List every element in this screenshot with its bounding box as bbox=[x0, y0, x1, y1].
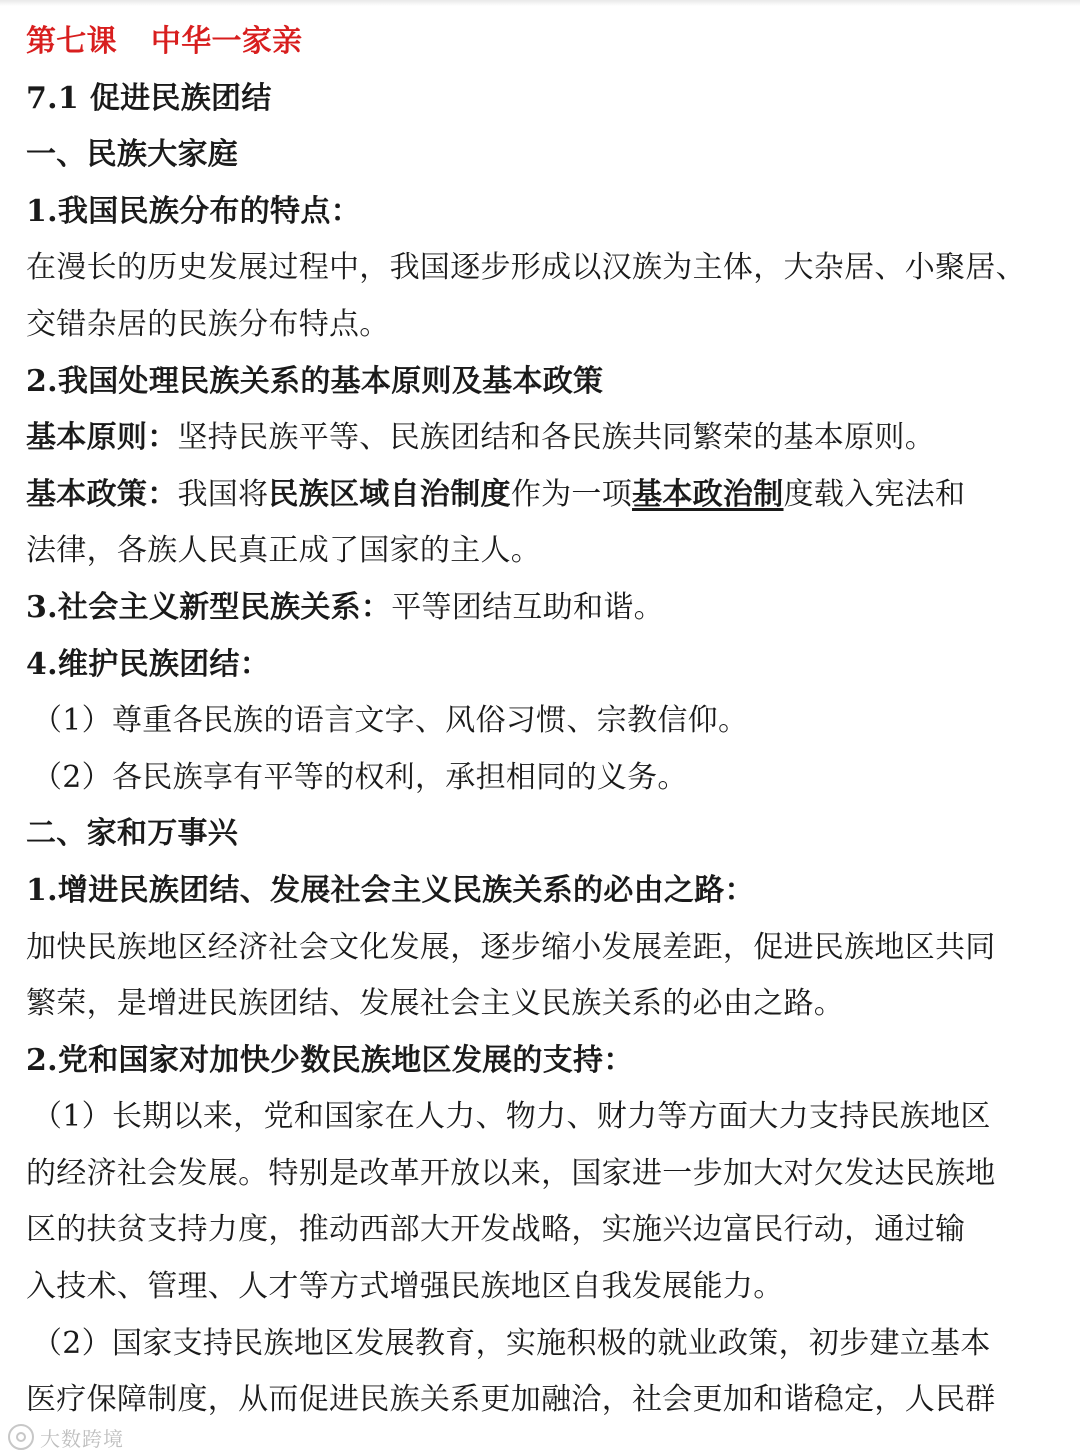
section-heading-7-1: 7.1 促进民族团结 bbox=[26, 80, 272, 116]
policy-line-2: 法律，各族人民真正成了国家的主人。 bbox=[26, 533, 542, 569]
p2-item2-sub1-line: 的经济社会发展。特别是改革开放以来，国家进一步加大对欠发达民族地 bbox=[26, 1155, 996, 1191]
item4-heading: 4.维护民族团结： bbox=[26, 646, 271, 682]
policy-label: 基本政策： bbox=[26, 476, 178, 512]
item3-label: 3.社会主义新型民族关系： bbox=[26, 589, 392, 625]
p2-item2-heading: 2.党和国家对加快少数民族地区发展的支持： bbox=[26, 1042, 634, 1078]
item4-sub1: （1）尊重各民族的语言文字、风俗习惯、宗教信仰。 bbox=[32, 703, 749, 739]
watermark-logo-icon bbox=[8, 1424, 34, 1450]
policy-text-post: 度载入宪法和 bbox=[783, 476, 966, 512]
policy-text-pre: 我国将 bbox=[177, 476, 269, 512]
item1-body-line: 交错杂居的民族分布特点。 bbox=[26, 306, 390, 342]
item1-body-line: 在漫长的历史发展过程中，我国逐步形成以汉族为主体，大杂居、小聚居、 bbox=[26, 250, 1026, 286]
lesson-title bbox=[26, 14, 1062, 71]
top-edge bbox=[0, 0, 1080, 6]
policy-text-mid: 作为一项 bbox=[510, 476, 633, 512]
watermark bbox=[8, 1422, 124, 1452]
principle-label: 基本原则： bbox=[26, 420, 178, 456]
p2-item2-sub2-line: 医疗保障制度，从而促进民族关系更加融洽，社会更加和谐稳定，人民群 bbox=[26, 1382, 996, 1418]
principle-text: 坚持民族平等、民族团结和各民族共同繁荣的基本原则。 bbox=[177, 420, 935, 456]
p2-item1-heading: 1.增进民族团结、发展社会主义民族关系的必由之路： bbox=[26, 872, 755, 908]
part-one-heading: 一、民族大家庭 bbox=[26, 137, 239, 173]
watermark-text: 大数跨境 bbox=[40, 1426, 124, 1451]
lesson-name: 中华一家亲 bbox=[150, 24, 303, 59]
principle-line bbox=[26, 410, 1062, 467]
p2-item1-body-line: 繁荣，是增进民族团结、发展社会主义民族关系的必由之路。 bbox=[26, 986, 845, 1022]
item3-line bbox=[26, 580, 1062, 637]
p2-item2-sub1-line: 入技术、管理、人才等方式增强民族地区自我发展能力。 bbox=[26, 1269, 784, 1305]
policy-line bbox=[26, 467, 1062, 524]
p2-item2-sub1-line: 区的扶贫支持力度，推动西部大开发战略，实施兴边富民行动，通过输 bbox=[26, 1212, 966, 1248]
item1-heading: 1.我国民族分布的特点： bbox=[26, 193, 361, 229]
p2-item2-sub1-line: （1）长期以来，党和国家在人力、物力、财力等方面大力支持民族地区 bbox=[32, 1099, 991, 1135]
lesson-number: 第七课 bbox=[26, 24, 117, 59]
document-body bbox=[26, 14, 1062, 1429]
item3-text: 平等团结互助和谐。 bbox=[391, 589, 664, 625]
policy-underlined-term: 基本政治制 bbox=[632, 476, 784, 512]
p2-item2-sub2-line: （2）国家支持民族地区发展教育，实施积极的就业政策，初步建立基本 bbox=[32, 1325, 991, 1361]
item4-sub2: （2）各民族享有平等的权利，承担相同的义务。 bbox=[32, 759, 688, 795]
part-two-heading: 二、家和万事兴 bbox=[26, 816, 239, 852]
p2-item1-body-line: 加快民族地区经济社会文化发展，逐步缩小发展差距，促进民族地区共同 bbox=[26, 929, 996, 965]
policy-bold-term: 民族区域自治制度 bbox=[268, 476, 511, 512]
item2-heading: 2.我国处理民族关系的基本原则及基本政策 bbox=[26, 363, 604, 399]
